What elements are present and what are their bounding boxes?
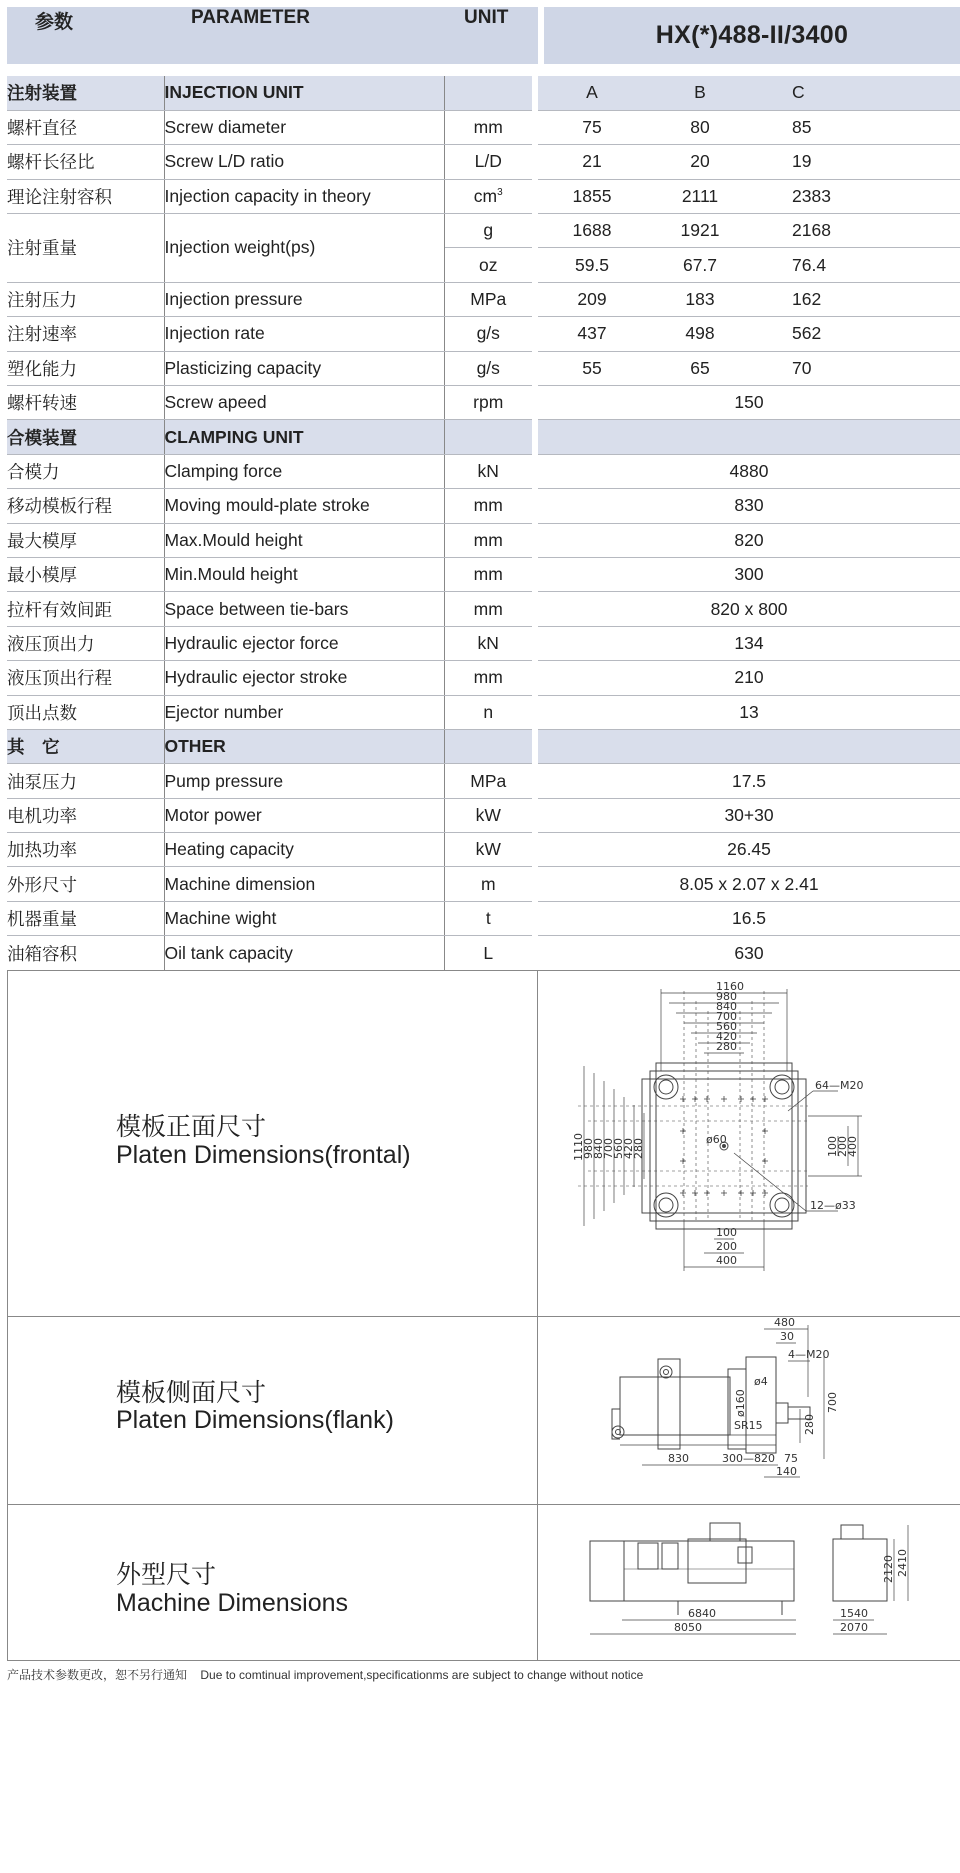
platen-flank-drawing xyxy=(538,1317,960,1505)
table-row xyxy=(7,695,960,729)
section-en: CLAMPING UNIT xyxy=(164,420,444,454)
val-a: 1688 xyxy=(572,220,612,241)
row-en: Injection pressure xyxy=(164,282,444,316)
row-cn: 油箱容积 xyxy=(7,936,164,970)
dim-label: 300—820 xyxy=(722,1452,775,1466)
row-unit: g/s xyxy=(444,317,532,351)
dim-label: ø160 xyxy=(734,1389,747,1418)
val-b: 65 xyxy=(690,357,710,378)
val-c: 2383 xyxy=(792,185,831,206)
val-a: 21 xyxy=(582,151,602,172)
table-row xyxy=(7,557,960,591)
header-model xyxy=(544,7,960,64)
dim-label: 830 xyxy=(668,1452,689,1466)
footer-cn: 产品技术参数更改，恕不另行通知 xyxy=(7,1668,188,1682)
val-c: 2168 xyxy=(792,220,831,241)
row-cn: 合模力 xyxy=(7,454,164,488)
row-cn: 拉杆有效间距 xyxy=(7,592,164,626)
row-unit: t xyxy=(444,901,532,935)
dim-label: 75 xyxy=(784,1452,798,1466)
row-value: 4880 xyxy=(538,454,960,488)
dim-label: 2120 xyxy=(882,1555,895,1584)
row-en: Space between tie-bars xyxy=(164,592,444,626)
row-en: Machine dimension xyxy=(164,867,444,901)
val-a: 209 xyxy=(577,289,607,310)
dim-label: 700 xyxy=(826,1392,839,1414)
row-unit: m xyxy=(444,867,532,901)
dim-label: 30 xyxy=(780,1330,794,1344)
col-c: C xyxy=(792,82,805,103)
col-a: A xyxy=(586,82,598,103)
dim-label: 700 xyxy=(602,1138,615,1160)
table-row xyxy=(7,936,960,970)
val-c: 70 xyxy=(792,357,812,378)
machine-title-cn: 外型尺寸 xyxy=(116,1561,217,1590)
header-param-en: PARAMETER xyxy=(191,7,310,28)
dim-label: 700 xyxy=(716,1010,737,1024)
row-en: Machine wight xyxy=(164,901,444,935)
table-row xyxy=(7,454,960,488)
drawing-row-frontal xyxy=(7,971,960,1317)
table-row xyxy=(7,523,960,557)
row-cn: 注射压力 xyxy=(7,282,164,316)
frontal-title-cn: 模板正面尺寸 xyxy=(116,1113,267,1142)
dim-label: ø4 xyxy=(754,1375,768,1389)
table-row xyxy=(7,798,960,832)
row-unit: g xyxy=(444,214,532,248)
dim-note: 12—ø33 xyxy=(810,1199,856,1213)
row-cn: 最小模厚 xyxy=(7,557,164,591)
val-b: 80 xyxy=(690,117,710,138)
table-header xyxy=(7,7,960,64)
table-row xyxy=(7,901,960,935)
row-en: Screw apeed xyxy=(164,386,444,420)
row-value: 30+30 xyxy=(538,798,960,832)
row-unit: mm xyxy=(444,557,532,591)
dim-label: 280 xyxy=(716,1040,737,1054)
row-cn: 液压顶出行程 xyxy=(7,661,164,695)
drawing-row-machine xyxy=(7,1505,960,1661)
dim-label: 2070 xyxy=(840,1621,868,1635)
dim-note: 64—M20 xyxy=(815,1079,864,1093)
flank-title-en: Platen Dimensions(flank) xyxy=(116,1406,394,1435)
row-cn: 机器重量 xyxy=(7,901,164,935)
table-row xyxy=(7,833,960,867)
table-row xyxy=(7,626,960,660)
row-unit: mm xyxy=(444,110,532,144)
row-value: 210 xyxy=(538,661,960,695)
row-cn: 移动模板行程 xyxy=(7,489,164,523)
val-b: 2111 xyxy=(681,185,719,206)
row-cn: 理论注射容积 xyxy=(7,179,164,213)
row-unit: MPa xyxy=(444,282,532,316)
row-cn: 最大模厚 xyxy=(7,523,164,557)
dim-label: 200 xyxy=(716,1240,737,1254)
val-b: 1921 xyxy=(680,220,720,241)
table-row xyxy=(7,386,960,420)
table-row xyxy=(7,661,960,695)
row-cn: 塑化能力 xyxy=(7,351,164,385)
header-param-cn: 参数 xyxy=(35,12,74,33)
val-a: 1855 xyxy=(572,185,612,206)
row-cn: 液压顶出力 xyxy=(7,626,164,660)
dim-label: 560 xyxy=(716,1020,737,1034)
row-unit: mm xyxy=(444,661,532,695)
row-en: Screw L/D ratio xyxy=(164,145,444,179)
row-cn: 螺杆长径比 xyxy=(7,145,164,179)
dim-label: 6840 xyxy=(688,1607,716,1621)
val-b: 183 xyxy=(685,289,715,310)
row-value: 13 xyxy=(538,695,960,729)
row-cn: 油泵压力 xyxy=(7,764,164,798)
flank-title-cn: 模板侧面尺寸 xyxy=(116,1379,267,1408)
table-row xyxy=(7,214,960,248)
val-a: 55 xyxy=(582,357,602,378)
row-en: Heating capacity xyxy=(164,833,444,867)
section-injection xyxy=(7,76,960,110)
val-c: 562 xyxy=(792,323,822,344)
row-en: Moving mould-plate stroke xyxy=(164,489,444,523)
footer-en: Due to comtinual improvement,specificationms are subject to change without notice xyxy=(200,1668,644,1682)
dim-label: 420 xyxy=(622,1138,635,1160)
dim-label: 1540 xyxy=(840,1607,868,1621)
row-cn: 注射速率 xyxy=(7,317,164,351)
section-cn: 其 它 xyxy=(7,729,164,763)
row-unit: mm xyxy=(444,523,532,557)
section-cn: 注射装置 xyxy=(7,76,164,110)
table-row xyxy=(7,282,960,316)
row-unit: g/s xyxy=(444,351,532,385)
row-value: 820 x 800 xyxy=(538,592,960,626)
row-cn: 加热功率 xyxy=(7,833,164,867)
dim-label: 8050 xyxy=(674,1621,702,1635)
dim-label: 980 xyxy=(582,1138,595,1160)
dim-label: 140 xyxy=(776,1465,797,1479)
row-cn: 顶出点数 xyxy=(7,695,164,729)
table-row xyxy=(7,764,960,798)
row-unit: mm xyxy=(444,592,532,626)
machine-title-en: Machine Dimensions xyxy=(116,1589,349,1618)
row-unit: kW xyxy=(444,798,532,832)
row-unit: mm xyxy=(444,489,532,523)
machine-outline-drawing xyxy=(538,1505,960,1661)
row-value: 17.5 xyxy=(538,764,960,798)
row-cn: 外形尺寸 xyxy=(7,867,164,901)
dim-label: 560 xyxy=(612,1138,625,1160)
dim-label: 1160 xyxy=(716,980,744,994)
row-value: 300 xyxy=(538,557,960,591)
val-a: 59.5 xyxy=(574,254,610,275)
row-cn: 电机功率 xyxy=(7,798,164,832)
row-unit: kN xyxy=(444,626,532,660)
dim-label: 420 xyxy=(716,1030,737,1044)
dim-label: 480 xyxy=(774,1316,795,1330)
row-cn: 螺杆直径 xyxy=(7,110,164,144)
model-name: HX(*)488-II/3400 xyxy=(655,21,849,49)
dim-label: 280 xyxy=(632,1138,645,1160)
row-value: 16.5 xyxy=(538,901,960,935)
table-row xyxy=(7,351,960,385)
val-a: 437 xyxy=(577,323,607,344)
section-cn: 合模装置 xyxy=(7,420,164,454)
val-c: 85 xyxy=(792,117,812,138)
row-unit: kN xyxy=(444,454,532,488)
row-unit: rpm xyxy=(444,386,532,420)
dim-label: 100 xyxy=(826,1136,839,1158)
table-row xyxy=(7,179,960,213)
table-row xyxy=(7,145,960,179)
dim-label: 4—M20 xyxy=(788,1348,830,1362)
dim-label: 2410 xyxy=(896,1549,909,1578)
row-en: Injection rate xyxy=(164,317,444,351)
dim-label: 840 xyxy=(592,1138,605,1160)
row-en: Min.Mould height xyxy=(164,557,444,591)
dim-label: 280 xyxy=(803,1414,816,1436)
row-unit: L/D xyxy=(444,145,532,179)
footer-note xyxy=(7,1666,644,1683)
row-value: 630 xyxy=(734,942,764,963)
row-unit: MPa xyxy=(444,764,532,798)
val-b: 498 xyxy=(685,323,715,344)
dim-label: 840 xyxy=(716,1000,737,1014)
dim-label: 400 xyxy=(716,1254,737,1268)
row-unit: oz xyxy=(444,248,532,282)
section-en: INJECTION UNIT xyxy=(164,76,444,110)
row-cn: 注射重量 xyxy=(7,214,164,283)
row-en: Hydraulic ejector stroke xyxy=(164,661,444,695)
row-en: Oil tank capacity xyxy=(164,936,444,970)
row-en: Pump pressure xyxy=(164,764,444,798)
dim-label: SR15 xyxy=(734,1419,763,1433)
row-en: Injection capacity in theory xyxy=(164,179,444,213)
col-b: B xyxy=(694,82,706,103)
table-row xyxy=(7,110,960,144)
row-en: Ejector number xyxy=(164,695,444,729)
row-cn: 螺杆转速 xyxy=(7,386,164,420)
drawing-row-flank xyxy=(7,1317,960,1505)
row-en: Injection weight(ps) xyxy=(164,214,444,283)
row-value: 8.05 x 2.07 x 2.41 xyxy=(538,867,960,901)
row-en: Screw diameter xyxy=(164,110,444,144)
row-value: 134 xyxy=(538,626,960,660)
row-value: 830 xyxy=(538,489,960,523)
dim-label: 100 xyxy=(716,1226,737,1240)
dim-label: 200 xyxy=(836,1136,849,1158)
row-en: Max.Mould height xyxy=(164,523,444,557)
platen-frontal-drawing xyxy=(538,971,960,1317)
spec-table xyxy=(7,76,960,970)
table-row xyxy=(7,867,960,901)
row-unit: kW xyxy=(444,833,532,867)
row-unit: n xyxy=(444,695,532,729)
val-a: 75 xyxy=(582,117,602,138)
section-clamping xyxy=(7,420,960,454)
row-value: 820 xyxy=(538,523,960,557)
row-value: 26.45 xyxy=(538,833,960,867)
row-en: Clamping force xyxy=(164,454,444,488)
dim-label: 980 xyxy=(716,990,737,1004)
table-row xyxy=(7,317,960,351)
val-c: 76.4 xyxy=(792,254,827,275)
dim-label: 400 xyxy=(846,1136,859,1158)
val-c: 19 xyxy=(792,151,812,172)
row-value: 150 xyxy=(538,386,960,420)
val-b: 67.7 xyxy=(682,254,718,275)
val-c: 162 xyxy=(792,289,822,310)
table-row xyxy=(7,592,960,626)
table-row xyxy=(7,489,960,523)
val-b: 20 xyxy=(690,151,710,172)
row-en: Hydraulic ejector force xyxy=(164,626,444,660)
row-en: Plasticizing capacity xyxy=(164,351,444,385)
row-unit: L xyxy=(483,942,494,963)
header-unit: UNIT xyxy=(464,7,509,28)
section-other xyxy=(7,729,960,763)
dim-label: ø60 xyxy=(706,1133,727,1147)
frontal-title-en: Platen Dimensions(frontal) xyxy=(116,1141,411,1170)
row-unit: $cm^3$ xyxy=(444,179,532,213)
drawings-section xyxy=(7,970,960,1661)
section-en: OTHER xyxy=(164,729,444,763)
row-en: Motor power xyxy=(164,798,444,832)
dim-label: 1110 xyxy=(572,1133,585,1162)
